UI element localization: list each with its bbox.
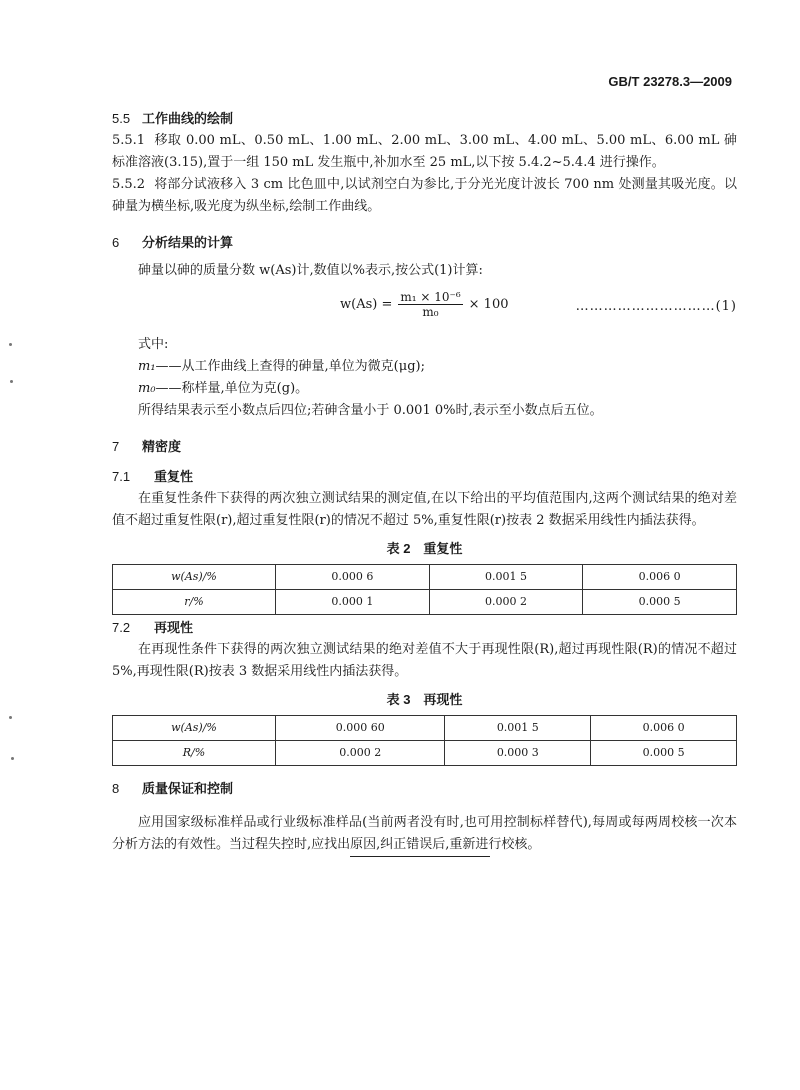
- table-cell: 0.000 60: [276, 716, 445, 741]
- table-cell: w(As)/%: [113, 565, 276, 590]
- variable-m0-symbol: m₀: [138, 381, 156, 396]
- table-3-reproducibility: [112, 715, 737, 766]
- section-6-number: 6: [112, 235, 120, 250]
- variable-m1: [138, 356, 737, 378]
- table-cell: R/%: [113, 741, 276, 766]
- table-cell: 0.006 0: [583, 565, 737, 590]
- table-row: [113, 590, 737, 615]
- formula-numerator: m₁ × 10⁻⁶: [400, 290, 461, 304]
- variable-m0-description: ——称样量,单位为克(g)。: [155, 381, 309, 396]
- table-row: [113, 741, 737, 766]
- section-7-2-text: 在再现性条件下获得的两次独立测试结果的绝对差值不大于再现性限(R),超过再现性限(R)的情况不超过 5%,再现性限(R)按表 3 数据采用线性内插法获得。: [112, 642, 737, 679]
- variable-m1-symbol: m₁: [138, 359, 156, 374]
- end-rule-divider: [350, 856, 490, 857]
- paragraph-5-5-1: [112, 130, 737, 174]
- table-cell: 0.000 5: [591, 741, 737, 766]
- paragraph-5-5-1-text: 移取 0.00 mL、0.50 mL、1.00 mL、2.00 mL、3.00 mL、4.00 mL、5.00 mL、6.00 mL 砷标准溶液(3.15),置于一组 150 mL 发生瓶中,补加水至 25 mL,以下按 5.4.2~5.4.4 进行操作。: [112, 133, 737, 170]
- formula-fraction: [398, 290, 462, 319]
- section-6-title: 分析结果的计算: [142, 235, 234, 250]
- table-row: [113, 565, 737, 590]
- formula-denominator: m₀: [422, 305, 439, 319]
- table-row: [113, 716, 737, 741]
- document-body: [112, 104, 737, 856]
- formula-expression: [340, 290, 509, 319]
- formula-1: [112, 284, 737, 328]
- where-label: 式中:: [138, 337, 169, 352]
- section-8-heading: [112, 778, 737, 800]
- table-cell: 0.006 0: [591, 716, 737, 741]
- result-rounding-text: 所得结果表示至小数点后四位;若砷含量小于 0.001 0%时,表示至小数点后五位。: [138, 403, 603, 418]
- paragraph-5-5-1-number: 5.5.1: [112, 133, 146, 148]
- section-7-1-heading: [112, 466, 737, 488]
- table-cell: 0.001 5: [429, 565, 583, 590]
- section-6-heading: [112, 232, 737, 254]
- section-8-text: 应用国家级标准样品或行业级标准样品(当前两者没有时,也可用控制标样替代),每周或每两周校核一次本分析方法的有效性。当过程失控时,应找出原因,纠正错误后,重新进行校核。: [112, 815, 737, 852]
- section-7-1-title: 重复性: [154, 469, 194, 484]
- section-7-2-title: 再现性: [154, 620, 194, 635]
- section-5-5-heading: [112, 108, 737, 130]
- variable-m1-description: ——从工作曲线上查得的砷量,单位为微克(μg);: [155, 359, 425, 374]
- table-3-title: 表 3 再现性: [386, 692, 463, 707]
- formula-multiplier: × 100: [468, 296, 509, 312]
- standard-code: GB/T 23278.3—2009: [608, 74, 732, 89]
- table-cell: 0.000 5: [583, 590, 737, 615]
- paragraph-5-5-2-text: 将部分试液移入 3 cm 比色皿中,以试剂空白为参比,于分光光度计波长 700 nm 处测量其吸光度。以砷量为横坐标,吸光度为纵坐标,绘制工作曲线。: [112, 177, 737, 214]
- table-cell: w(As)/%: [113, 716, 276, 741]
- table-cell: 0.000 2: [429, 590, 583, 615]
- table-cell: 0.000 3: [445, 741, 591, 766]
- section-8-number: 8: [112, 781, 120, 796]
- table-cell: 0.001 5: [445, 716, 591, 741]
- section-7-heading: [112, 436, 737, 458]
- paragraph-5-5-2-number: 5.5.2: [112, 177, 146, 192]
- section-7-number: 7: [112, 439, 120, 454]
- variable-m0: [138, 378, 737, 400]
- section-8-title: 质量保证和控制: [142, 781, 234, 796]
- table-2-title: 表 2 重复性: [386, 541, 463, 556]
- section-7-1-number: 7.1: [112, 469, 131, 484]
- table-cell: 0.000 6: [276, 565, 430, 590]
- scan-speck: [9, 716, 12, 719]
- formula-lhs: w(As) =: [340, 296, 393, 312]
- section-5-5-title: 工作曲线的绘制: [142, 111, 234, 126]
- section-7-title: 精密度: [142, 439, 182, 454]
- scan-speck: [10, 380, 13, 383]
- section-7-1-text: 在重复性条件下获得的两次独立测试结果的测定值,在以下给出的平均值范围内,这两个测试结果的绝对差值不超过重复性限(r),超过重复性限(r)的情况不超过 5%,重复性限(r)按表 2 数据采用线性内插法获得。: [112, 491, 737, 528]
- scan-speck: [9, 343, 12, 346]
- table-cell: r/%: [113, 590, 276, 615]
- table-cell: 0.000 1: [276, 590, 430, 615]
- table-cell: 0.000 2: [276, 741, 445, 766]
- paragraph-5-5-2: [112, 174, 737, 218]
- section-6-intro: 砷量以砷的质量分数 w(As)计,数值以%表示,按公式(1)计算:: [138, 263, 483, 278]
- scan-speck: [11, 757, 14, 760]
- section-7-2-heading: [112, 617, 737, 639]
- formula-number: …………………………(1): [575, 299, 737, 314]
- table-2-repeatability: [112, 564, 737, 615]
- section-7-2-number: 7.2: [112, 620, 131, 635]
- section-5-5-number: 5.5: [112, 111, 131, 126]
